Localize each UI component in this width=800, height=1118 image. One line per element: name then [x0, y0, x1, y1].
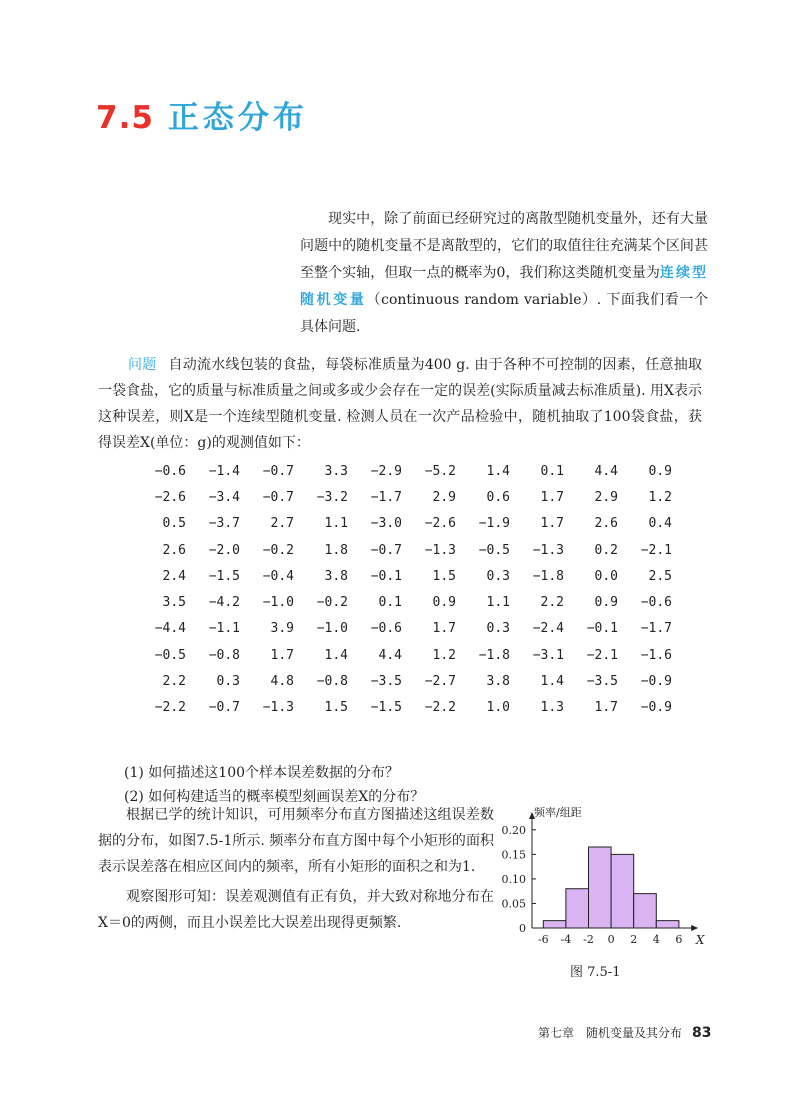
x-tick-label: 0	[607, 933, 615, 946]
y-tick-label: 0.05	[501, 897, 526, 911]
table-cell: −3.5	[370, 674, 402, 690]
table-cell: 1.5	[324, 700, 348, 716]
table-cell: −5.2	[424, 463, 456, 479]
table-cell: −2.6	[424, 516, 456, 532]
table-cell: −0.7	[208, 700, 240, 716]
table-cell: 0.9	[432, 595, 456, 611]
table-cell: −3.7	[208, 516, 240, 532]
table-cell: 1.4	[540, 674, 564, 690]
table-cell: 1.2	[432, 647, 456, 663]
table-cell: −0.6	[370, 621, 402, 637]
section-name: 正态分布	[167, 100, 308, 136]
table-cell: −1.3	[424, 542, 456, 558]
table-cell: 0.3	[486, 568, 510, 584]
table-cell: 1.5	[432, 568, 456, 584]
table-cell: 2.6	[594, 516, 618, 532]
y-tick-label: 0.20	[501, 823, 526, 837]
table-cell: −1.3	[262, 700, 294, 716]
table-cell: 3.3	[324, 463, 348, 479]
table-cell: 4.8	[270, 674, 294, 690]
x-tick-label: -4	[560, 933, 572, 946]
table-cell: 1.7	[540, 516, 564, 532]
table-cell: 0.1	[378, 595, 402, 611]
table-cell: 1.0	[486, 700, 510, 716]
table-cell: −2.0	[208, 542, 240, 558]
table-cell: −0.9	[640, 674, 672, 690]
table-cell: −2.4	[532, 621, 564, 637]
table-cell: −1.6	[640, 647, 672, 663]
page-number: 83	[692, 1025, 712, 1041]
table-cell: 2.4	[162, 568, 186, 584]
table-cell: −3.5	[586, 674, 618, 690]
table-cell: −1.4	[208, 463, 240, 479]
table-cell: −2.2	[154, 700, 186, 716]
chapter-label: 第七章 随机变量及其分布	[538, 1026, 683, 1040]
table-cell: −2.6	[154, 489, 186, 505]
table-cell: 0.9	[594, 595, 618, 611]
intro-text-end: （continuous random variable）. 下面我们看一个具体问题.	[300, 292, 708, 335]
table-cell: 4.4	[378, 647, 402, 663]
table-cell: 2.2	[540, 595, 564, 611]
table-cell: −2.7	[424, 674, 456, 690]
paragraph-2: 观察图形可知：误差观测值有正有负，并大致对称地分布在X＝0的两侧，而且小误差比大误差出现得更频繁.	[98, 889, 494, 931]
x-tick-label: 6	[675, 933, 683, 946]
table-row	[134, 695, 674, 721]
table-cell: 0.0	[594, 568, 618, 584]
table-row	[134, 484, 674, 510]
page-footer	[538, 1024, 712, 1041]
table-cell: −0.1	[370, 568, 402, 584]
table-cell: 0.4	[648, 516, 672, 532]
table-cell: 1.1	[324, 516, 348, 532]
table-cell: 0.2	[594, 542, 618, 558]
table-cell: −2.1	[586, 647, 618, 663]
y-tick-label: 0.10	[501, 872, 526, 886]
table-cell: 1.8	[324, 542, 348, 558]
explanation	[98, 802, 494, 936]
table-cell: −1.8	[532, 568, 564, 584]
histogram-bar	[611, 854, 634, 928]
table-cell: 2.2	[162, 674, 186, 690]
paragraph-1: 根据已学的统计知识，可用频率分布直方图描述这组误差数据的分布，如图7.5-1所示. 频率分布直方图中每个小矩形的面积表示误差落在相应区间内的频率，所有小矩形的面积之和为1.	[98, 807, 494, 875]
problem-text: 自动流水线包装的食盐，每袋标准质量为400 g. 由于各种不可控制的因素，任意抽取一袋食盐，它的质量与标准质量之间或多或少会存在一定的误差(实际质量减去标准质量). 用X表示这种误差，则X是一个连续型随机变量. 检测人员在一次产品检验中，随机抽取了100袋食盐，获得误差X(单位：g)的观测值如下：	[98, 357, 702, 451]
problem-label: 问题	[128, 357, 157, 373]
table-cell: 3.8	[324, 568, 348, 584]
table-cell: 0.9	[648, 463, 672, 479]
table-cell: 0.1	[540, 463, 564, 479]
table-cell: −1.0	[316, 621, 348, 637]
table-cell: 4.4	[594, 463, 618, 479]
table-cell: −0.2	[262, 542, 294, 558]
table-cell: −0.7	[262, 463, 294, 479]
x-tick-label: 4	[652, 933, 660, 946]
table-row	[134, 458, 674, 484]
table-cell: −1.5	[208, 568, 240, 584]
intro-highlight-term: 连续型随机变量	[300, 265, 708, 308]
table-cell: −0.1	[586, 621, 618, 637]
table-cell: −0.5	[154, 647, 186, 663]
table-cell: −3.1	[532, 647, 564, 663]
table-cell: 1.7	[270, 647, 294, 663]
table-cell: 1.2	[648, 489, 672, 505]
table-cell: 2.7	[270, 516, 294, 532]
table-cell: 1.7	[594, 700, 618, 716]
table-cell: 2.9	[594, 489, 618, 505]
table-cell: −2.2	[424, 700, 456, 716]
table-cell: −0.8	[208, 647, 240, 663]
y-axis-label: 频率/组距	[534, 806, 582, 819]
x-axis-label: X	[695, 933, 705, 947]
table-cell: 1.7	[540, 489, 564, 505]
table-cell: −0.7	[370, 542, 402, 558]
table-cell: −4.2	[208, 595, 240, 611]
table-cell: −1.1	[208, 621, 240, 637]
intro-box	[300, 206, 708, 341]
x-tick-label: 2	[630, 933, 638, 946]
table-cell: −1.0	[262, 595, 294, 611]
table-cell: 0.3	[216, 674, 240, 690]
table-cell: −1.8	[478, 647, 510, 663]
table-cell: −2.1	[640, 542, 672, 558]
table-row	[134, 589, 674, 615]
table-cell: 1.1	[486, 595, 510, 611]
x-axis-arrow	[691, 925, 698, 931]
table-cell: −0.8	[316, 674, 348, 690]
table-cell: 1.4	[324, 647, 348, 663]
x-tick-label: -2	[583, 933, 594, 946]
table-row	[134, 511, 674, 537]
question-1: (1) 如何描述这100个样本误差数据的分布？	[124, 765, 400, 781]
table-cell: −1.3	[532, 542, 564, 558]
histogram-bar	[589, 847, 612, 928]
histogram-bar	[634, 894, 657, 928]
histogram-bar	[566, 889, 589, 928]
table-row	[134, 668, 674, 694]
table-cell: −4.4	[154, 621, 186, 637]
table-cell: 3.9	[270, 621, 294, 637]
table-cell: −1.7	[370, 489, 402, 505]
table-row	[134, 563, 674, 589]
histogram-bar	[656, 921, 679, 928]
section-title	[96, 92, 308, 137]
table-cell: −0.6	[640, 595, 672, 611]
table-cell: −1.9	[478, 516, 510, 532]
table-cell: 3.5	[162, 595, 186, 611]
histogram-chart	[494, 800, 714, 958]
table-cell: 0.5	[162, 516, 186, 532]
table-cell: 1.4	[486, 463, 510, 479]
x-tick-label: -6	[537, 933, 549, 946]
table-cell: 0.3	[486, 621, 510, 637]
intro-text: 现实中，除了前面已经研究过的离散型随机变量外，还有大量问题中的随机变量不是离散型的，它们的取值往往充满某个区间甚至整个实轴，但取一点的概率为0，我们称这类随机变量为	[300, 211, 708, 281]
y-tick-label: 0.15	[501, 848, 526, 862]
table-cell: −2.9	[370, 463, 402, 479]
table-cell: 2.9	[432, 489, 456, 505]
table-cell: −0.9	[640, 700, 672, 716]
table-cell: −0.5	[478, 542, 510, 558]
problem-statement	[98, 352, 702, 456]
table-cell: 2.6	[162, 542, 186, 558]
table-cell: −0.7	[262, 489, 294, 505]
table-cell: −1.7	[640, 621, 672, 637]
histogram-bar	[543, 921, 566, 928]
table-row	[134, 616, 674, 642]
section-number: 7.5	[96, 100, 154, 136]
table-cell: 2.5	[648, 568, 672, 584]
y-tick-label: 0	[519, 922, 526, 935]
table-cell: 1.3	[540, 700, 564, 716]
table-cell: −1.5	[370, 700, 402, 716]
figure-caption: 图 7.5-1	[570, 965, 621, 980]
question-2: (2) 如何构建适当的概率模型刻画误差X的分布？	[124, 789, 425, 805]
table-cell: −0.4	[262, 568, 294, 584]
table-cell: −0.6	[154, 463, 186, 479]
table-cell: −3.0	[370, 516, 402, 532]
table-cell: 3.8	[486, 674, 510, 690]
table-cell: −3.4	[208, 489, 240, 505]
table-cell: −0.2	[316, 595, 348, 611]
table-cell: 1.7	[432, 621, 456, 637]
table-row	[134, 537, 674, 563]
table-cell: 0.6	[486, 489, 510, 505]
data-table	[134, 458, 674, 721]
table-cell: −3.2	[316, 489, 348, 505]
table-row	[134, 642, 674, 668]
